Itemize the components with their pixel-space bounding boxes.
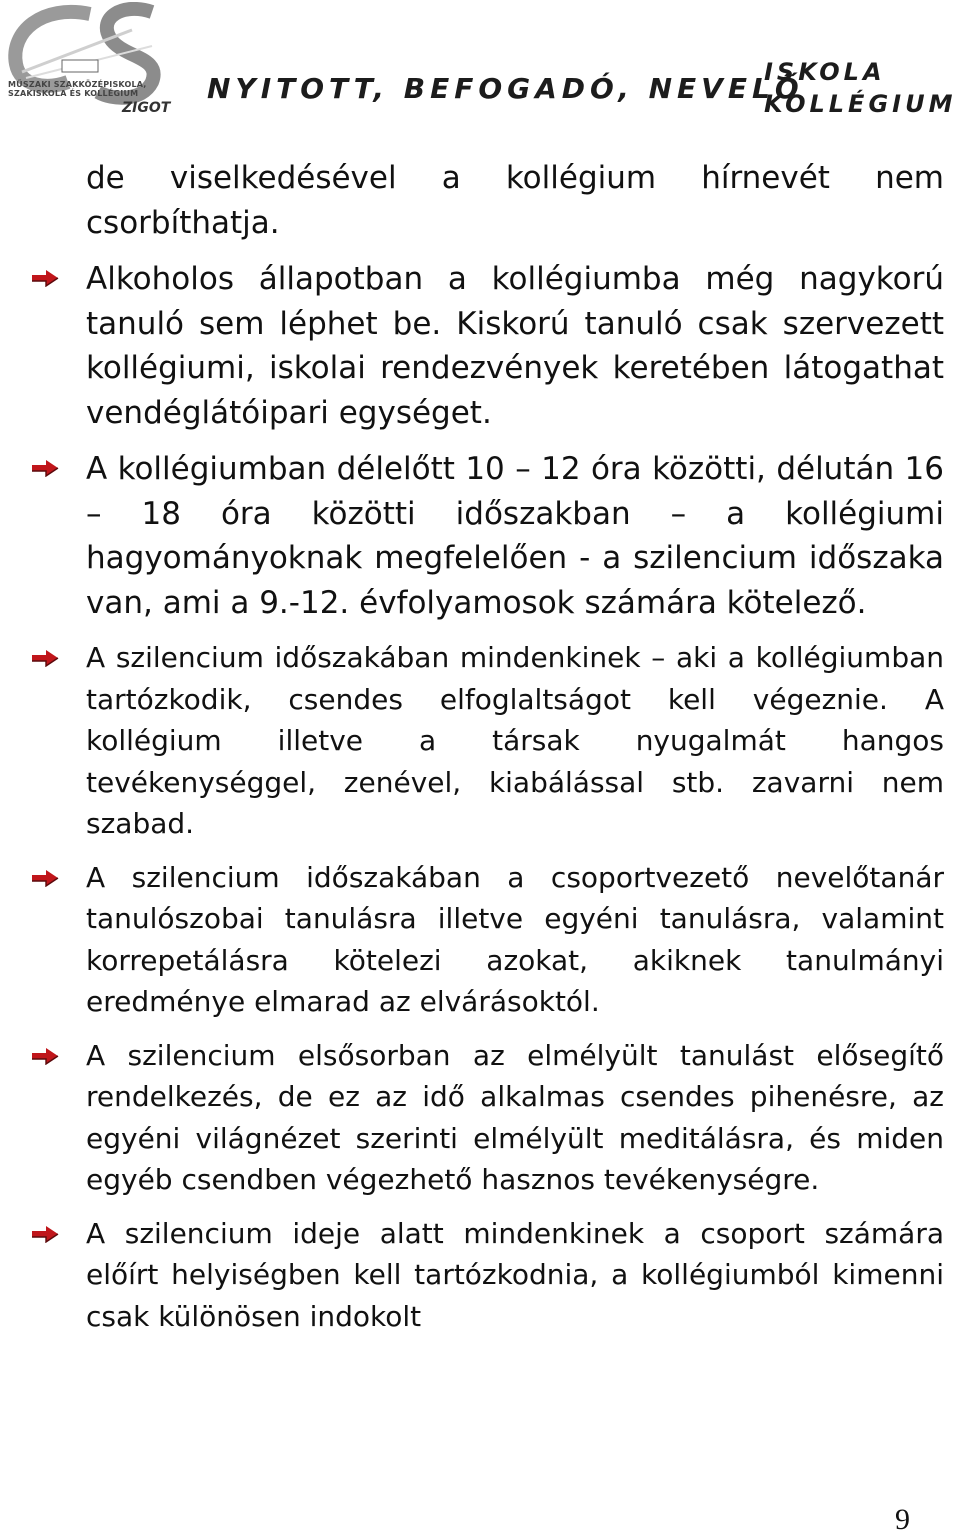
red-arrow-bullet-icon: [30, 649, 60, 667]
logo-caption: [8, 80, 147, 98]
red-arrow-bullet-icon: [30, 1047, 60, 1065]
logo-caption-line2: SZAKISKOLA ÉS KOLLÉGIUM: [8, 89, 139, 98]
red-arrow-bullet-icon: [30, 1225, 60, 1243]
list-item: [86, 857, 944, 1023]
red-arrow-bullet-icon: [30, 269, 60, 287]
red-arrow-bullet-icon: [30, 459, 60, 477]
header-school-type: [764, 56, 956, 120]
list-item: [86, 1213, 944, 1338]
list-item: [86, 257, 944, 435]
logo-caption-line1: MŰSZAKI SZAKKÖZÉPISKOLA,: [8, 80, 147, 89]
paragraph-continuation: [86, 156, 944, 245]
page-header: [0, 0, 960, 130]
list-item-text: A szilencium időszakában a csoportvezető nevelőtanár tanulószobai tanulásra illetve egyéni tanulásra, valamint korrepetálásra kötelezi azokat, akiknek tanulmányi eredménye elmarad az elvárásoktól.: [86, 860, 944, 1018]
list-item-text: A kollégiumban délelőtt 10 – 12 óra közötti, délután 16 – 18 óra közötti időszakban – a kollégiumi hagyományoknak megfelelően - a szilencium időszaka van, ami a 9.-12. évfolyamosok számára kötelező.: [86, 451, 944, 621]
list-item-text: A szilencium időszakában mindenkinek – aki a kollégiumban tartózkodik, csendes elfoglaltságot kell végeznie. A kollégium illetve a társak nyugalmát hangos tevékenységgel, zenével, kiabálással stb. zavarni nem szabad.: [86, 641, 944, 840]
list-item: [86, 447, 944, 625]
school-type-line1: ISKOLA: [764, 58, 886, 86]
header-slogan: NYITOTT, BEFOGADÓ, NEVELŐ: [207, 72, 804, 105]
school-type-line2: KOLLÉGIUM: [764, 90, 957, 118]
page-number: 9: [895, 1503, 910, 1536]
document-body: [86, 156, 944, 1337]
logo-brand: ZIGOT: [122, 100, 171, 116]
list-item: [86, 1035, 944, 1201]
list-item: [86, 637, 944, 845]
list-item-text: A szilencium elsősorban az elmélyült tanulást elősegítő rendelkezés, de ez az idő alkalmas csendes pihenésre, az egyéni világnézet szerinti elmélyült meditálásra, és miden egyéb csendben végezhető hasznos tevékenységre.: [86, 1038, 944, 1196]
list-item-text: A szilencium ideje alatt mindenkinek a csoport számára előírt helyiségben kell tartózkodnia, a kollégiumból kimenni csak különösen indokolt: [86, 1216, 944, 1333]
red-arrow-bullet-icon: [30, 869, 60, 887]
paragraph-text: de viselkedésével a kollégium hírnevét nem csorbíthatja.: [86, 160, 944, 241]
list-item-text: Alkoholos állapotban a kollégiumba még nagykorú tanuló sem léphet be. Kiskorú tanuló csak szervezett kollégiumi, iskolai rendezvények keretében látogathat vendéglátóipari egységet.: [86, 261, 944, 431]
